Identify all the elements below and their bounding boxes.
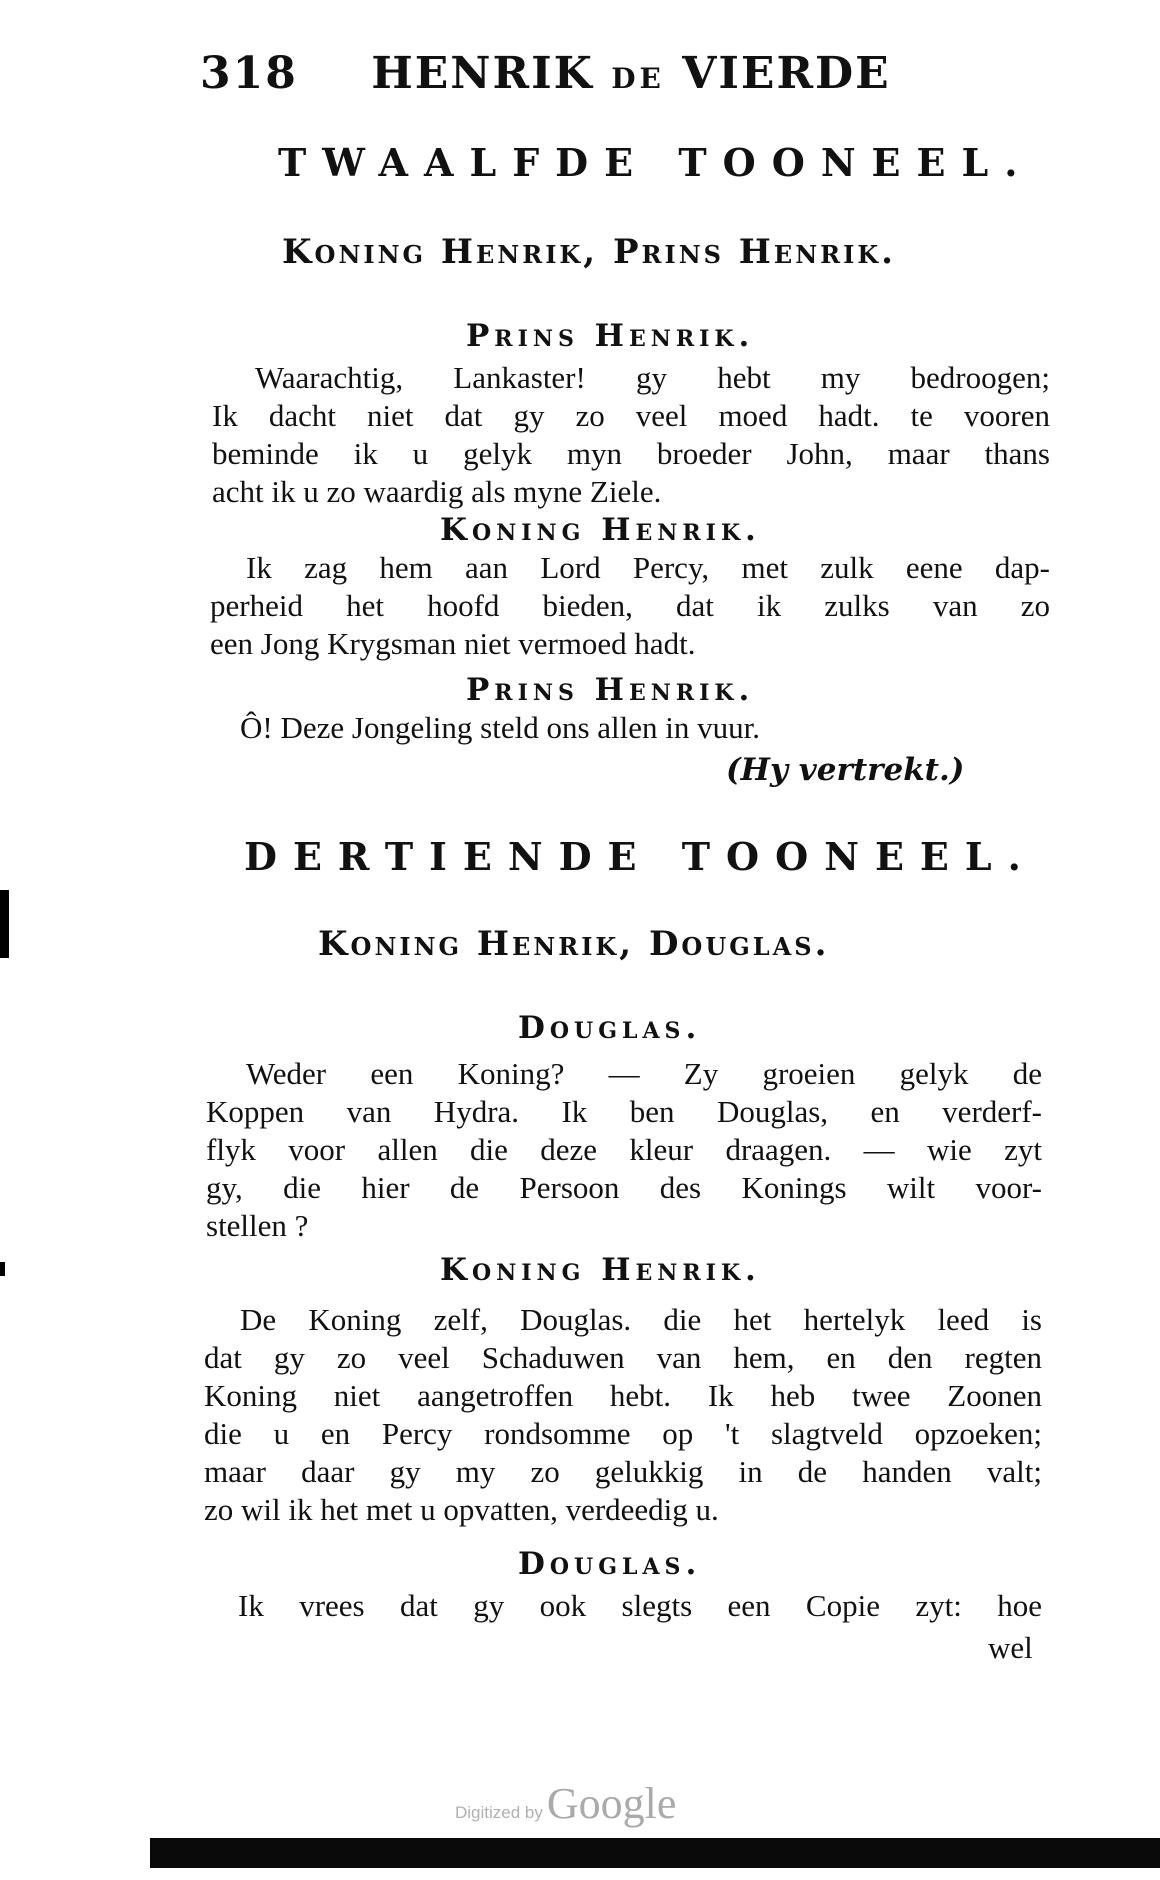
speech-line: zo wil ik het met u opvatten, verdeedig u. xyxy=(204,1492,719,1527)
digitized-by-label: Digitized by xyxy=(455,1803,543,1822)
speech-line: die u en Percy rondsomme op 't slagtveld opzoeken; xyxy=(204,1416,1042,1451)
speaker-koning-henrik: Koning Henrik. xyxy=(440,1252,761,1288)
scene-heading-12: TWAALFDE TOONEEL. xyxy=(278,140,1034,185)
scene-heading-13: DERTIENDE TOONEEL. xyxy=(244,834,1037,879)
running-header xyxy=(200,48,891,99)
header-title-small: DE xyxy=(611,62,665,95)
speech-line: Ik dacht niet dat gy zo veel moed hadt. te vooren xyxy=(212,398,1050,433)
speech-line: Koning niet aangetroffen hebt. Ik heb twee Zoonen xyxy=(204,1378,1042,1413)
scan-edge-mark xyxy=(0,890,9,958)
digitized-watermark xyxy=(455,1778,676,1829)
speech-line: acht ik u zo waardig als myne Ziele. xyxy=(212,474,662,509)
speech-line: perheid het hoofd bieden, dat ik zulks van zo xyxy=(210,588,1050,623)
google-wordmark: Google xyxy=(546,1779,677,1828)
speech-line: Koppen van Hydra. Ik ben Douglas, en verderf- xyxy=(206,1094,1042,1129)
speech-line: flyk voor allen die deze kleur draagen. — wie zyt xyxy=(206,1132,1042,1167)
scene-cast-12: Koning Henrik, Prins Henrik. xyxy=(282,232,897,272)
speech-line: De Koning zelf, Douglas. die het hertelyk leed is xyxy=(240,1302,1042,1337)
speech-line: Weder een Koning? — Zy groeien gelyk de xyxy=(246,1056,1042,1091)
header-title-b: VIERDE xyxy=(682,48,891,99)
scene-cast-13: Koning Henrik, Douglas. xyxy=(318,924,830,964)
speech-line: Ik zag hem aan Lord Percy, met zulk eene dap- xyxy=(246,550,1050,585)
speech-line: stellen ? xyxy=(206,1208,309,1243)
speaker-douglas: Douglas. xyxy=(518,1546,702,1582)
speech-line: Ô! Deze Jongeling steld ons allen in vuur. xyxy=(240,710,761,745)
speaker-koning-henrik: Koning Henrik. xyxy=(440,512,761,548)
speech-line: maar daar gy my zo gelukkig in de handen valt; xyxy=(204,1454,1042,1489)
catchword: wel xyxy=(988,1630,1033,1665)
speech-line: dat gy zo veel Schaduwen van hem, en den regten xyxy=(204,1340,1042,1375)
speech-line: een Jong Krygsman niet vermoed hadt. xyxy=(210,626,696,661)
header-title-a: HENRIK xyxy=(371,48,594,99)
speech-line: gy, die hier de Persoon des Konings wilt voor- xyxy=(206,1170,1042,1205)
scan-bottom-edge xyxy=(150,1838,1160,1868)
scan-edge-mark xyxy=(0,1262,5,1276)
speaker-prins-henrik: Prins Henrik. xyxy=(466,672,755,708)
speaker-prins-henrik: Prins Henrik. xyxy=(466,318,755,354)
speech-line: beminde ik u gelyk myn broeder John, maar thans xyxy=(212,436,1050,471)
speech-line: Waarachtig, Lankaster! gy hebt my bedroogen; xyxy=(255,360,1050,395)
speaker-douglas: Douglas. xyxy=(518,1010,702,1046)
stage-direction: (Hy vertrekt.) xyxy=(726,752,965,788)
speech-line: Ik vrees dat gy ook slegts een Copie zyt: hoe xyxy=(238,1588,1042,1623)
page-number: 318 xyxy=(200,48,298,99)
